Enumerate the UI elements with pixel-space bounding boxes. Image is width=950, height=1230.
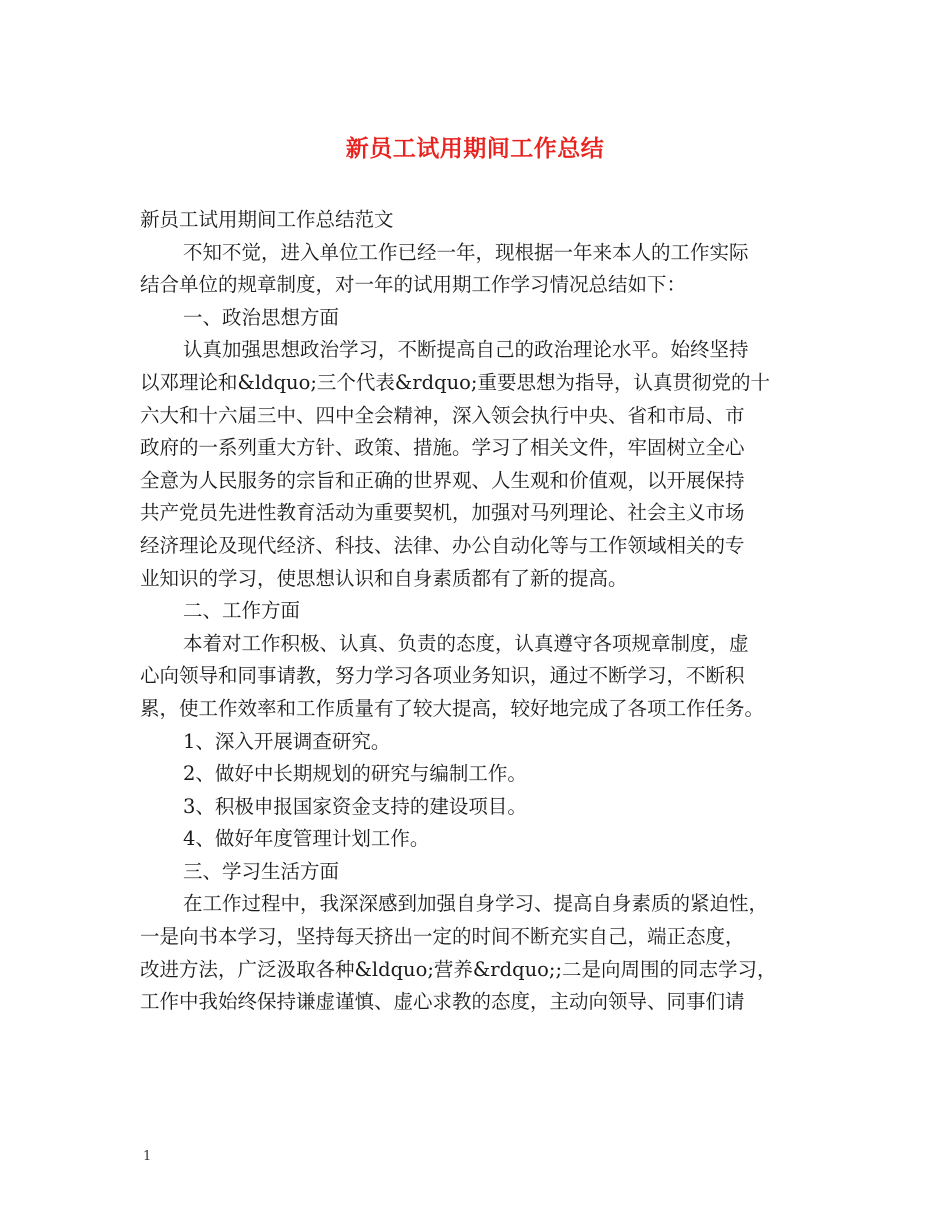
text-line: 3、积极申报国家资金支持的建设项目。 — [183, 794, 527, 818]
text-line: 在工作过程中，我深深感到加强自身学习、提高自身素质的紧迫性， — [183, 892, 769, 916]
text-line: 新员工试用期间工作总结范文 — [140, 208, 394, 231]
text-line: 以邓理论和&ldquo;三个代表&rdquo;重要思想为指导，认真贯彻党的十 — [140, 370, 770, 394]
text-line: 经济理论及现代经济、科技、法律、办公自动化等与工作领域相关的专 — [140, 533, 745, 557]
text-line: 4、做好年度管理计划工作。 — [183, 827, 430, 851]
text-line: 累，使工作效率和工作质量有了较大提高，较好地完成了各项工作任务。 — [140, 696, 765, 720]
text-line: 六大和十六届三中、四中全会精神，深入领会执行中央、省和市局、市 — [140, 403, 745, 427]
text-line: 业知识的学习，使思想认识和自身素质都有了新的提高。 — [140, 566, 628, 590]
text-line: 本着对工作积极、认真、负责的态度，认真遵守各项规章制度，虚 — [183, 631, 749, 655]
text-line: 改进方法，广泛汲取各种&ldquo;营养&rdquo;;二是向周围的同志学习， — [140, 957, 777, 981]
text-line: 2、做好中长期规划的研究与编制工作。 — [183, 762, 527, 786]
text-line: 不知不觉，进入单位工作已经一年，现根据一年来本人的工作实际 — [183, 240, 749, 264]
text-line: 全意为人民服务的宗旨和正确的世界观、人生观和价值观，以开展保持 — [140, 468, 745, 492]
text-line: 政府的一系列重大方针、政策、措施。学习了相关文件，牢固树立全心 — [140, 436, 745, 460]
text-line: 一、政治思想方面 — [183, 305, 340, 329]
text-line: 1、深入开展调查研究。 — [183, 729, 391, 753]
text-line: 三、学习生活方面 — [183, 859, 340, 883]
text-line: 二、工作方面 — [183, 599, 301, 623]
text-line: 共产党员先进性教育活动为重要契机，加强对马列理论、社会主义市场 — [140, 501, 745, 525]
text-line: 结合单位的规章制度，对一年的试用期工作学习情况总结如下： — [140, 273, 687, 297]
document-body — [140, 204, 820, 1019]
text-line: 心向领导和同事请教，努力学习各项业务知识，通过不断学习，不断积 — [140, 664, 745, 688]
text-line: 认真加强思想政治学习，不断提高自己的政治理论水平。始终坚持 — [183, 338, 749, 362]
text-line: 一是向书本学习，坚持每天挤出一定的时间不断充实自己，端正态度， — [140, 925, 745, 949]
page-number: 1 — [143, 1149, 152, 1164]
document-title: 新员工试用期间工作总结 — [345, 135, 605, 162]
text-line: 工作中我始终保持谦虚谨慎、虚心求教的态度，主动向领导、同事们请 — [140, 990, 745, 1014]
